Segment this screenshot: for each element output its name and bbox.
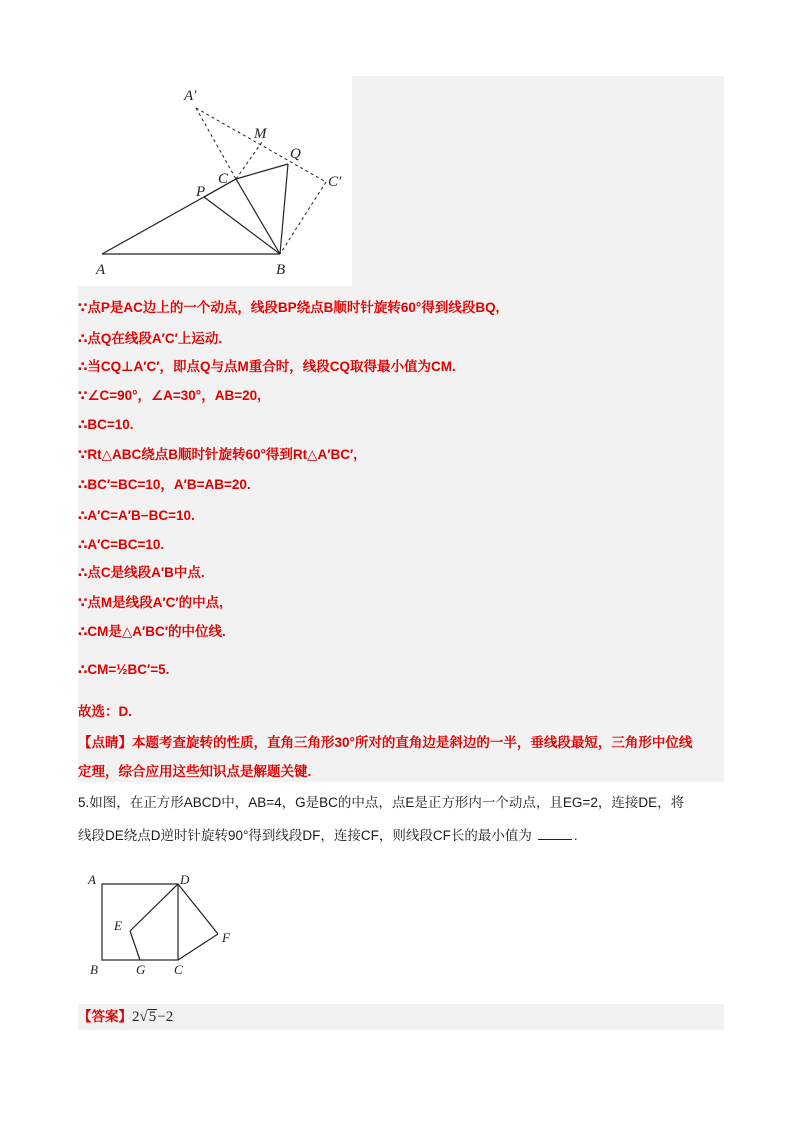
label-Q: Q	[290, 146, 301, 162]
segment-DF	[178, 884, 218, 934]
label-M: M	[254, 126, 267, 142]
segment-DE	[130, 884, 178, 931]
label-B: B	[90, 962, 98, 977]
label-C: C	[218, 171, 229, 187]
label-F: F	[222, 930, 230, 945]
answer-radicand: 5	[148, 1009, 157, 1025]
solution-line-1: ∵点P是AC边上的一个动点，线段BP绕点B顺时针旋转60°得到线段BQ,	[78, 300, 500, 315]
label-A: A	[88, 872, 96, 887]
segment-QB	[280, 164, 288, 254]
segment-EG	[130, 931, 140, 960]
label-E: E	[114, 918, 122, 933]
problem5-line-1: 5.如图，在正方形ABCD中，AB=4，G是BC的中点，点E是正方形内一个动点，且EG=2，连接DE，将	[78, 795, 685, 810]
solution-line-14: 故选：D.	[78, 704, 132, 719]
label-D: D	[180, 872, 190, 887]
segment-CM	[236, 142, 262, 179]
problem5-line-2-text: 线段DE绕点D逆时针旋转90°得到线段DF，连接CF，则线段CF长的最小值为	[78, 828, 532, 843]
solution-line-11: ∵点M是线段A′C′的中点,	[78, 595, 223, 610]
solution-line-13: ∴CM=½BC′=5.	[78, 662, 170, 677]
label-G: G	[136, 962, 146, 977]
problem5-line-2	[78, 826, 578, 846]
segment-A1C1	[196, 108, 326, 182]
solution-line-10: ∴点C是线段A′B中点.	[78, 565, 205, 580]
label-C1: C′	[328, 174, 342, 190]
square-figure	[86, 868, 246, 983]
segment-FC	[178, 934, 218, 960]
solution-line-12: ∴CM是△A′BC′的中位线.	[78, 624, 226, 639]
label-P: P	[196, 184, 206, 200]
answer-label: 【答案】	[78, 1009, 132, 1024]
solution-line-7: ∴BC′=BC=10，A′B=AB=20.	[78, 477, 251, 492]
answer-background	[78, 1004, 724, 1030]
label-A: A	[96, 262, 106, 278]
segment-C1B	[280, 182, 326, 254]
rotation-figure	[90, 80, 360, 280]
solution-line-6: ∵Rt△ABC绕点B顺时针旋转60°得到Rt△A′BC′,	[78, 447, 358, 462]
segment-CQ	[236, 164, 288, 179]
figure-background	[352, 76, 724, 286]
solution-note-line-1: 【点睛】本题考查旋转的性质，直角三角形30°所对的直角边是斜边的一半，垂线段最短，三角形中位线	[78, 735, 693, 750]
label-A1: A′	[184, 88, 197, 104]
solution-line-2: ∴点Q在线段A′C′上运动.	[78, 331, 223, 346]
solution-line-3: ∴当CQ⊥A′C′，即点Q与点M重合时，线段CQ取得最小值为CM.	[78, 359, 456, 374]
answer-coef: 2	[132, 1009, 140, 1025]
segment-A1C	[196, 108, 236, 179]
sqrt-icon: √	[139, 1009, 148, 1025]
solution-line-9: ∴A′C=BC=10.	[78, 537, 165, 552]
segment-PB	[204, 197, 280, 254]
solution-line-4: ∵∠C=90°，∠A=30°，AB=20,	[78, 388, 261, 403]
solution-line-5: ∴BC=10.	[78, 417, 134, 432]
answer-line	[78, 1007, 173, 1027]
answer-rest: −2	[157, 1009, 174, 1025]
solution-note-line-2: 定理，综合应用这些知识点是解题关键.	[78, 764, 312, 779]
label-C: C	[174, 962, 183, 977]
period: .	[573, 828, 578, 843]
segment-CB	[236, 179, 280, 254]
label-B: B	[276, 262, 286, 278]
answer-blank	[538, 839, 572, 840]
solution-line-8: ∴A′C=A′B−BC=10.	[78, 508, 195, 523]
